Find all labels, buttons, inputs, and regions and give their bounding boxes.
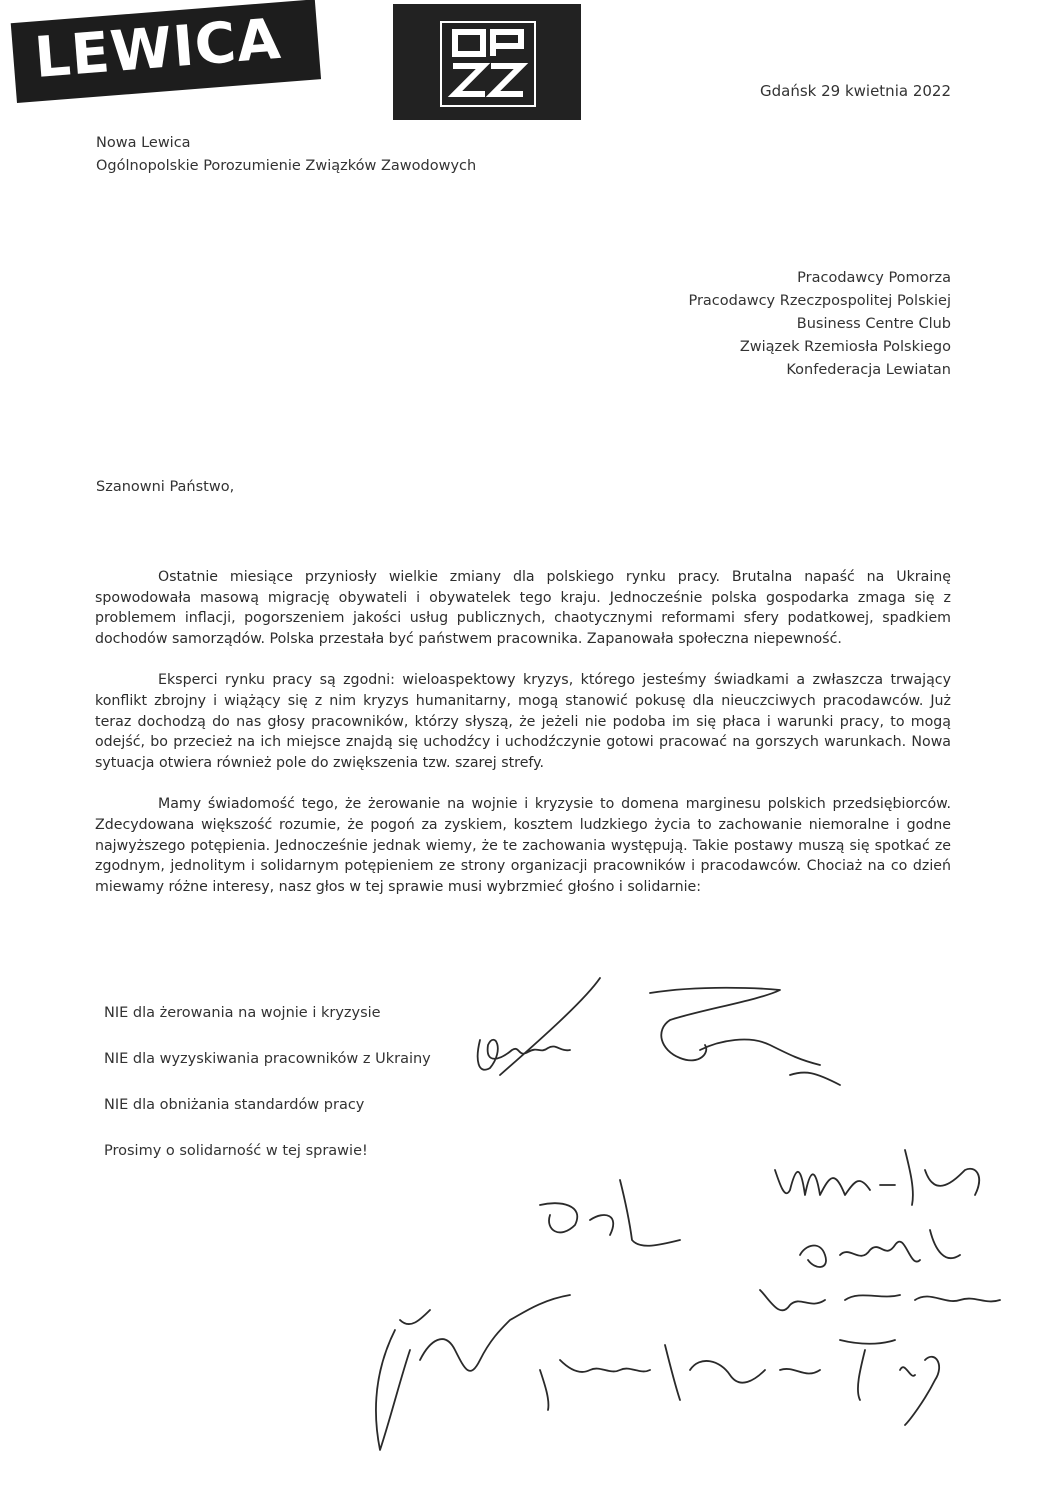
- letter-body: [95, 567, 951, 918]
- slogan-item: NIE dla obniżania standardów pracy: [104, 1097, 365, 1113]
- signature-2: [650, 988, 840, 1085]
- slogans-list: [104, 1003, 431, 1187]
- closing-line: Prosimy o solidarność w tej sprawie!: [104, 1143, 368, 1159]
- sender-line: Nowa Lewica: [96, 135, 191, 151]
- signature-3: [775, 1150, 979, 1205]
- body-paragraph: Ostatnie miesiące przyniosły wielkie zmiany dla polskiego rynku pracy. Brutalna napaść na Ukrainę spowodowała masową migrację obywateli i obywatelek tego kraju. Jednocześnie polska gospodarka zmaga się z problemem inflacji, pogorszeniem jakości usług publicznych, chaotycznymi reformami sfery podatkowej, spadkiem dochodów samorządów. Polska przestała być państwem pracownika. Zapanowała społeczna niepewność.: [95, 569, 951, 647]
- recipient-line: Związek Rzemiosła Polskiego: [739, 339, 951, 355]
- body-paragraph: Mamy świadomość tego, że żerowanie na wojnie i kryzysie to domena marginesu polskich przedsiębiorców. Zdecydowana większość rozumie, że pogoń za zyskiem, kosztem ludzkiego życia to zachowanie niemoralne i godne najwyższego potępienia. Jednocześnie jednak wiemy, że te zachowania występują. Takie postawy muszą się spotkać ze zgodnym, jednolitym i solidarnym potępieniem ze strony organizacji pracowników i pracodawców. Chociaż na co dzień miewamy różne interesy, nasz głos w tej sprawie musi wybrzmieć głośno i solidarnie:: [95, 796, 951, 895]
- recipient-line: Pracodawcy Rzeczpospolitej Polskiej: [688, 293, 951, 309]
- recipients-block: [688, 267, 951, 382]
- signature-4: [540, 1180, 680, 1246]
- signature-9: [840, 1340, 939, 1425]
- lewica-logo-text: LEWICA: [32, 6, 284, 91]
- recipient-line: Konfederacja Lewiatan: [786, 362, 951, 378]
- signature-8: [540, 1345, 820, 1410]
- salutation: Szanowni Państwo,: [96, 479, 235, 495]
- letter-date: Gdańsk 29 kwietnia 2022: [759, 82, 951, 100]
- lewica-logo: [17, 5, 322, 107]
- recipient-line: Pracodawcy Pomorza: [797, 270, 951, 286]
- body-paragraph: Eksperci rynku pracy są zgodni: wieloaspektowy kryzys, którego jesteśmy świadkami a zwłaszcza trwający konflikt zbrojny i wiążący się z nim kryzys humanitarny, mogą stanowić pokusę dla nieuczciwych pracodawców. Już teraz dochodzą do nas głosy pracowników, którzy słyszą, że jeżeli nie podoba im się płaca i warunki pracy, to mogą odejść, bo przecież na ich miejsce znajdą się uchodźcy i uchodźczynie gotowi pracować na gorszych warunkach. Nowa sytuacja otwiera również pole do zwiększenia tzw. szarej strefy.: [95, 672, 951, 771]
- signature-7: [376, 1295, 570, 1450]
- slogan-item: NIE dla wyzyskiwania pracowników z Ukrainy: [104, 1051, 431, 1067]
- signature-6: [760, 1290, 1000, 1310]
- sender-block: [96, 132, 476, 178]
- sender-line: Ogólnopolskie Porozumienie Związków Zawodowych: [96, 158, 477, 174]
- signature-5: [800, 1230, 960, 1267]
- recipient-line: Business Centre Club: [796, 316, 951, 332]
- opzz-logo: [393, 4, 581, 120]
- slogan-item: NIE dla żerowania na wojnie i kryzysie: [104, 1005, 381, 1021]
- signature-1: [478, 978, 600, 1075]
